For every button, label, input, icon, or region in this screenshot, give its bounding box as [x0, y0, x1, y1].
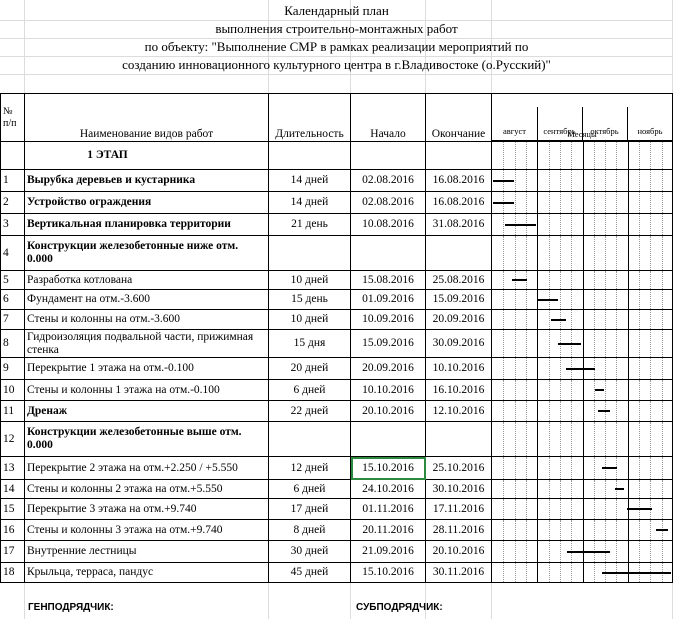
- start-date-cell[interactable]: 02.08.2016: [351, 192, 426, 214]
- duration-cell[interactable]: 10 дней: [269, 271, 351, 290]
- plan-subtitle: выполнения строительно-монтажных работ: [215, 21, 458, 36]
- start-date-cell[interactable]: 15.10.2016: [351, 563, 426, 583]
- row-number[interactable]: 16: [1, 520, 25, 541]
- gantt-bar: [493, 180, 513, 182]
- gantt-cell[interactable]: [492, 330, 673, 358]
- table-row: [1, 310, 673, 330]
- start-date-cell[interactable]: 15.08.2016: [351, 271, 426, 290]
- duration-cell[interactable]: 12 дней: [269, 457, 351, 480]
- gantt-cell[interactable]: [492, 214, 673, 236]
- duration-cell[interactable]: 6 дней: [269, 380, 351, 401]
- work-name[interactable]: Конструкции железобетонные ниже отм. 0.000: [25, 236, 269, 271]
- stage-cell[interactable]: [351, 142, 426, 170]
- gantt-bar: [512, 279, 527, 281]
- row-number[interactable]: 1: [1, 170, 25, 192]
- work-name[interactable]: Вертикальная планировка территории: [25, 214, 269, 236]
- row-number[interactable]: 11: [1, 401, 25, 422]
- gantt-bar: [598, 410, 610, 412]
- stage-cell[interactable]: [269, 142, 351, 170]
- duration-cell[interactable]: 45 дней: [269, 563, 351, 583]
- work-name[interactable]: Дренаж: [25, 401, 269, 422]
- row-number[interactable]: 17: [1, 541, 25, 563]
- col-num-header[interactable]: № п/п: [1, 94, 25, 142]
- work-name[interactable]: Перекрытие 3 этажа на отм.+9.740: [25, 499, 269, 520]
- work-name[interactable]: Вырубка деревьев и кустарника: [25, 170, 269, 192]
- row-number[interactable]: 3: [1, 214, 25, 236]
- duration-cell[interactable]: 14 дней: [269, 170, 351, 192]
- end-date-cell[interactable]: 10.10.2016: [426, 358, 492, 380]
- gantt-cell[interactable]: [492, 271, 673, 290]
- table-row: [1, 236, 673, 271]
- end-date-cell[interactable]: 16.08.2016: [426, 192, 492, 214]
- schedule-table: [0, 93, 673, 583]
- gantt-cell[interactable]: [492, 192, 673, 214]
- duration-cell[interactable]: 10 дней: [269, 310, 351, 330]
- object-line-2: созданию инновационного культурного центра в г.Владивостоке (о.Русский)": [122, 57, 551, 72]
- gantt-cell[interactable]: [492, 457, 673, 480]
- end-date-cell[interactable]: 15.09.2016: [426, 290, 492, 310]
- gantt-cell[interactable]: [492, 380, 673, 401]
- gantt-bar: [566, 368, 596, 370]
- table-row: [1, 214, 673, 236]
- col-end-header[interactable]: Окончание: [426, 94, 492, 142]
- month-august: август: [502, 126, 526, 136]
- end-date-cell[interactable]: 25.08.2016: [426, 271, 492, 290]
- start-date-cell[interactable]: 20.11.2016: [351, 520, 426, 541]
- gantt-bar: [567, 551, 610, 553]
- table-row: [1, 380, 673, 401]
- duration-cell[interactable]: 17 дней: [269, 499, 351, 520]
- duration-cell[interactable]: 21 день: [269, 214, 351, 236]
- duration-cell[interactable]: 22 дней: [269, 401, 351, 422]
- work-name[interactable]: Стены и колонны на отм.-3.600: [25, 310, 269, 330]
- month-september: сентябрь: [543, 126, 576, 136]
- row-number[interactable]: 7: [1, 310, 25, 330]
- gantt-cell[interactable]: [492, 236, 673, 271]
- end-date-cell[interactable]: 17.11.2016: [426, 499, 492, 520]
- table-row: [1, 192, 673, 214]
- table-row: [1, 422, 673, 457]
- table-row: [1, 290, 673, 310]
- work-name[interactable]: Стены и колонны 2 этажа на отм.+5.550: [25, 480, 269, 499]
- row-number[interactable]: 6: [1, 290, 25, 310]
- start-date-cell[interactable]: [351, 422, 426, 457]
- row-number[interactable]: 4: [1, 236, 25, 271]
- duration-cell[interactable]: 6 дней: [269, 480, 351, 499]
- gantt-cell[interactable]: [492, 422, 673, 457]
- end-date-cell[interactable]: 20.10.2016: [426, 541, 492, 563]
- start-date-cell[interactable]: 10.10.2016: [351, 380, 426, 401]
- col-duration-header[interactable]: Длительность: [269, 94, 351, 142]
- plan-title: Календарный план: [284, 3, 389, 18]
- gantt-bar: [505, 224, 535, 226]
- start-date-cell[interactable]: 10.08.2016: [351, 214, 426, 236]
- table-row: [1, 401, 673, 422]
- gantt-cell[interactable]: [492, 290, 673, 310]
- table-row: [1, 499, 673, 520]
- col-name-header[interactable]: Наименование видов работ: [25, 94, 269, 142]
- row-number[interactable]: 12: [1, 422, 25, 457]
- gantt-cell[interactable]: [492, 401, 673, 422]
- month-november: ноябрь: [637, 126, 663, 136]
- month-october: октябрь: [590, 126, 619, 136]
- start-date-cell[interactable]: 20.09.2016: [351, 358, 426, 380]
- row-number[interactable]: 10: [1, 380, 25, 401]
- duration-cell[interactable]: 15 дня: [269, 330, 351, 358]
- gantt-cell[interactable]: [492, 520, 673, 541]
- gantt-cell[interactable]: [492, 480, 673, 499]
- row-number[interactable]: 15: [1, 499, 25, 520]
- end-date-cell[interactable]: 30.11.2016: [426, 563, 492, 583]
- stage-row: [1, 142, 673, 170]
- table-row: [1, 358, 673, 380]
- work-name[interactable]: Устройство ограждения: [25, 192, 269, 214]
- end-date-cell[interactable]: [426, 422, 492, 457]
- start-date-cell[interactable]: 01.09.2016: [351, 290, 426, 310]
- gantt-bar: [602, 572, 671, 574]
- table-row: [1, 330, 673, 358]
- end-date-cell[interactable]: 30.10.2016: [426, 480, 492, 499]
- stage-label[interactable]: 1 ЭТАП: [25, 142, 269, 170]
- end-date-cell[interactable]: 16.10.2016: [426, 380, 492, 401]
- start-date-cell[interactable]: 02.08.2016: [351, 170, 426, 192]
- start-date-cell[interactable]: 15.09.2016: [351, 330, 426, 358]
- duration-cell[interactable]: 20 дней: [269, 358, 351, 380]
- gantt-bar: [602, 467, 617, 469]
- end-date-cell[interactable]: [426, 236, 492, 271]
- duration-cell[interactable]: [269, 236, 351, 271]
- duration-cell[interactable]: 14 дней: [269, 192, 351, 214]
- subcontractor-label: СУБПОДРЯДЧИК:: [356, 602, 443, 613]
- work-name[interactable]: Конструкции железобетонные выше отм. 0.000: [25, 422, 269, 457]
- row-number[interactable]: 18: [1, 563, 25, 583]
- gantt-bar: [656, 529, 668, 531]
- gantt-bar: [558, 343, 581, 345]
- gantt-bar: [551, 319, 566, 321]
- start-date-cell[interactable]: 20.10.2016: [351, 401, 426, 422]
- end-date-cell[interactable]: 16.08.2016: [426, 170, 492, 192]
- stage-gantt-cell[interactable]: [492, 142, 673, 170]
- table-row: [1, 480, 673, 499]
- gantt-cell[interactable]: [492, 541, 673, 563]
- work-name[interactable]: Стены и колонны 3 этажа на отм.+9.740: [25, 520, 269, 541]
- row-number[interactable]: 14: [1, 480, 25, 499]
- end-date-cell[interactable]: 31.08.2016: [426, 214, 492, 236]
- table-row: [1, 271, 673, 290]
- gantt-cell[interactable]: [492, 170, 673, 192]
- gantt-cell[interactable]: [492, 499, 673, 520]
- table-row: [1, 541, 673, 563]
- row-number[interactable]: 2: [1, 192, 25, 214]
- gantt-bar: [615, 488, 624, 490]
- stage-num-cell[interactable]: [1, 142, 25, 170]
- gantt-cell[interactable]: [492, 563, 673, 583]
- gantt-bar: [537, 299, 558, 301]
- work-name[interactable]: Перекрытие 2 этажа на отм.+2.250 / +5.550: [25, 457, 269, 480]
- months-caption: Месяцы: [492, 128, 672, 141]
- gantt-bar: [595, 389, 604, 391]
- start-date-cell[interactable]: 15.10.2016: [351, 457, 426, 480]
- header-row: [1, 94, 673, 142]
- row-number[interactable]: 9: [1, 358, 25, 380]
- duration-cell[interactable]: 15 день: [269, 290, 351, 310]
- gantt-bar: [493, 202, 513, 204]
- end-date-cell[interactable]: 12.10.2016: [426, 401, 492, 422]
- table-row: [1, 520, 673, 541]
- start-date-cell[interactable]: 24.10.2016: [351, 480, 426, 499]
- row-number[interactable]: 5: [1, 271, 25, 290]
- start-date-cell[interactable]: 21.09.2016: [351, 541, 426, 563]
- table-row: [1, 170, 673, 192]
- table-row: [1, 457, 673, 480]
- work-name[interactable]: Перекрытие 1 этажа на отм.-0.100: [25, 358, 269, 380]
- gantt-cell[interactable]: [492, 310, 673, 330]
- end-date-cell[interactable]: 25.10.2016: [426, 457, 492, 480]
- stage-cell[interactable]: [426, 142, 492, 170]
- object-line-1: по объекту: "Выполнение СМР в рамках реализации мероприятий по: [144, 39, 529, 54]
- end-date-cell[interactable]: 30.09.2016: [426, 330, 492, 358]
- start-date-cell[interactable]: 10.09.2016: [351, 310, 426, 330]
- general-contractor-label: ГЕНПОДРЯДЧИК:: [28, 602, 114, 613]
- work-name[interactable]: Крыльца, терраса, пандус: [25, 563, 269, 583]
- end-date-cell[interactable]: 28.11.2016: [426, 520, 492, 541]
- work-name[interactable]: Стены и колонны 1 этажа на отм.-0.100: [25, 380, 269, 401]
- duration-cell[interactable]: 30 дней: [269, 541, 351, 563]
- row-number[interactable]: 8: [1, 330, 25, 358]
- months-header[interactable]: [492, 94, 673, 142]
- work-name[interactable]: Внутренние лестницы: [25, 541, 269, 563]
- gantt-bar: [627, 508, 652, 510]
- end-date-cell[interactable]: 20.09.2016: [426, 310, 492, 330]
- gantt-cell[interactable]: [492, 358, 673, 380]
- start-date-cell[interactable]: [351, 236, 426, 271]
- row-number[interactable]: 13: [1, 457, 25, 480]
- duration-cell[interactable]: [269, 422, 351, 457]
- col-start-header[interactable]: Начало: [351, 94, 426, 142]
- work-name[interactable]: Гидроизоляция подвальной части, прижимная стенка: [25, 330, 269, 358]
- work-name[interactable]: Разработка котлована: [25, 271, 269, 290]
- table-row: [1, 563, 673, 583]
- work-name[interactable]: Фундамент на отм.-3.600: [25, 290, 269, 310]
- start-date-cell[interactable]: 01.11.2016: [351, 499, 426, 520]
- duration-cell[interactable]: 8 дней: [269, 520, 351, 541]
